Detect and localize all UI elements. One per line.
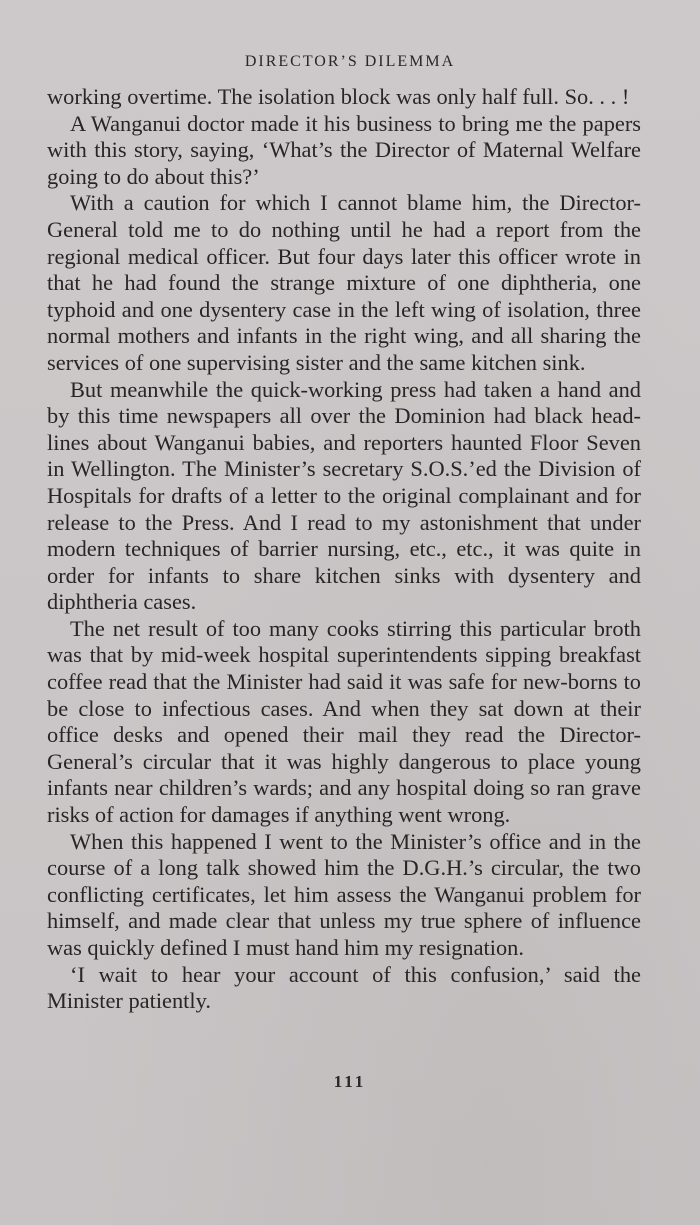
paragraph-continuation: working overtime. The isolation block was only half full. So. . . ! [47,84,630,109]
paragraph: But meanwhile the quick-working press had taken a hand and by this time newspapers all over the Dominion had black head-lines about Wanganui babies, and reporters haunted Floor Seven in Wellington. The Minister’s secretary S.O.S.’ed the Division of Hospitals for drafts of a letter to the original complainant and for release to the Press. And I read to my astonishment that under modern techniques of barrier nursing, etc., etc., it was quite in order for infants to share kitchen sinks with dysentery and diphtheria cases. [47,376,641,615]
body-text [47,84,641,1015]
paragraph: ‘I wait to hear your account of this confusion,’ said the Minister patiently. [47,961,641,1014]
paragraph: When this happened I went to the Minister’s office and in the course of a long talk showed him the D.G.H.’s circular, the two conflicting certificates, let him assess the Wanganui problem for himself, and made clear that unless my true sphere of influence was quickly defined I must hand him my resignation. [47,828,641,960]
paragraph: The net result of too many cooks stirring this particular broth was that by mid-week hospital superintendents sipping breakfast coffee read that the Minister had said it was safe for new-borns to be close to infectious cases. And when they sat down at their office desks and opened their mail they read the Director-General’s circular that it was highly dangerous to place young infants near children’s wards; and any hospital doing so ran grave risks of action for damages if anything went wrong. [47,615,641,828]
page-number: 111 [333,1072,367,1091]
paragraph: With a caution for which I cannot blame him, the Director-General told me to do nothing until he had a report from the regional medical officer. But four days later this officer wrote in that he had found the strange mixture of one diphtheria, one typhoid and one dysentery case in the left wing of isolation, three normal mothers and infants in the right wing, and all sharing the services of one supervising sister and the same kitchen sink. [47,190,641,375]
running-head: DIRECTOR’S DILEMMA [244,53,456,70]
paragraph: A Wanganui doctor made it his business to bring me the papers with this story, saying, ‘What’s the Director of Maternal Welfare going to do about this?’ [47,110,641,189]
